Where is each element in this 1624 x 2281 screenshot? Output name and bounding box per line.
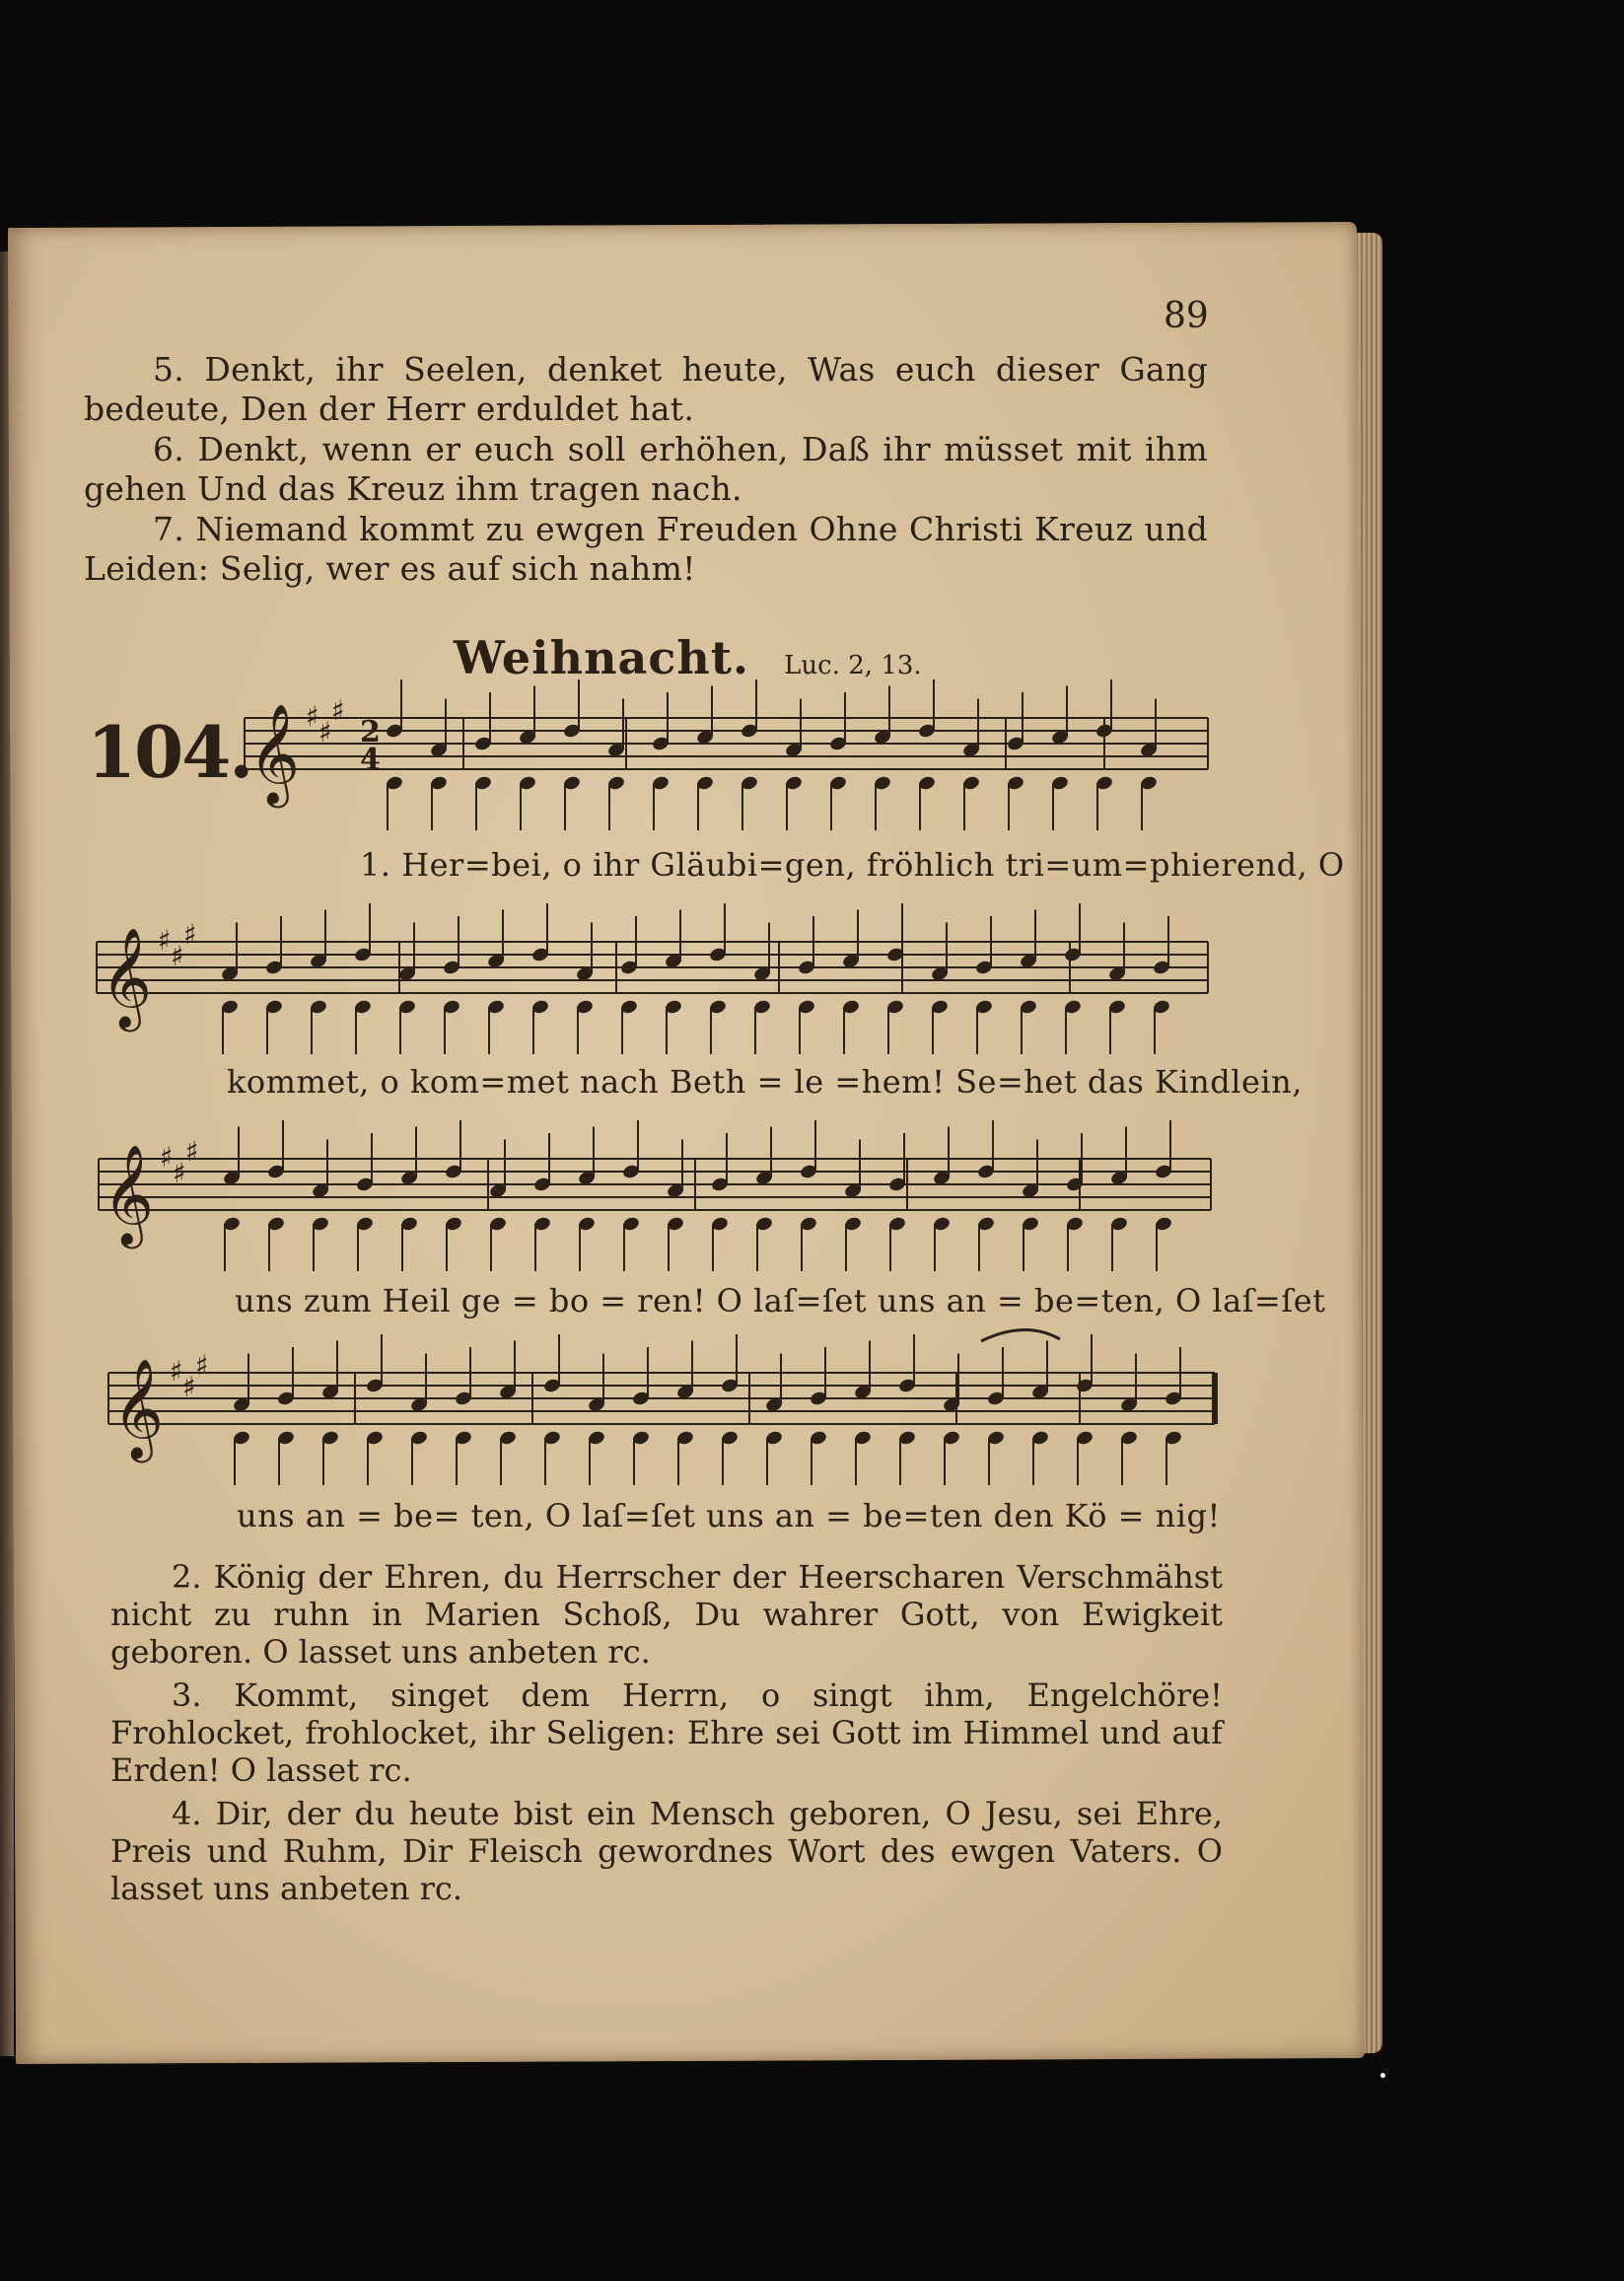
slur	[981, 1329, 1060, 1341]
verse-7: 7. Niemand kommt zu ewgen Freuden Ohne Christi Kreuz und Leiden: Selig, wer es auf sich nahm!	[84, 510, 1208, 588]
sharp-sign: ♯	[182, 1371, 196, 1403]
sharp-sign: ♯	[160, 1141, 174, 1174]
lyrics-line-1: 1. Her=bei, o ihr Gläubi=gen, fröhlich tri=um=phierend, O	[360, 846, 1345, 884]
verse-2: 2. König der Ehren, du Herrscher der Heerscharen Verschmähst nicht zu ruhn in Marien Schoß, Du wahrer Gott, von Ewigkeit geboren. O lasset uns anbeten rc.	[110, 1558, 1223, 1671]
sharp-sign: ♯	[195, 1349, 209, 1382]
hymn-verses	[110, 1558, 1223, 1913]
sharp-sign: ♯	[183, 918, 197, 951]
lyrics-line-4: uns an = be= ten, O laſ=ſet uns an = be=ten den Kö = nig!	[237, 1497, 1221, 1534]
treble-clef: 𝄞	[248, 702, 301, 804]
time-signature-bottom: 4	[360, 743, 381, 777]
scripture-reference: Luc. 2, 13.	[784, 651, 922, 680]
time-signature-top: 2	[360, 715, 381, 749]
verse-3: 3. Kommt, singet dem Herrn, o singt ihm, Engelchöre! Frohlocket, frohlocket, ihr Seligen: Ehre sei Gott im Himmel und auf Erden! O lasset rc.	[110, 1676, 1223, 1789]
lyrics-line-3: uns zum Heil ge = bo = ren! O laſ=ſet uns an = be=ten, O laſ=ſet	[235, 1282, 1326, 1319]
sharp-sign: ♯	[185, 1135, 199, 1168]
treble-clef: 𝄞	[101, 926, 153, 1028]
hymn-number: 104.	[87, 710, 252, 794]
sharp-sign: ♯	[173, 1157, 186, 1189]
verse-4: 4. Dir, der du heute bist ein Mensch geboren, O Jesu, sei Ehre, Preis und Ruhm, Dir Fleisch gewordnes Wort des ewgen Vaters. O lasset uns anbeten rc.	[110, 1795, 1223, 1907]
sharp-sign: ♯	[171, 940, 184, 972]
sharp-sign: ♯	[331, 694, 345, 727]
sharp-sign: ♯	[306, 700, 319, 733]
page-number: 89	[1164, 296, 1209, 336]
sharp-sign: ♯	[318, 716, 332, 748]
treble-clef: 𝄞	[112, 1357, 165, 1459]
treble-clef: 𝄞	[103, 1143, 155, 1245]
lyrics-line-2: kommet, o kom=met nach Beth = le =hem! Se=het das Kindlein,	[227, 1063, 1303, 1101]
verse-5: 5. Denkt, ihr Seelen, denket heute, Was euch dieser Gang bedeute, Den der Herr erduldet hat.	[84, 350, 1208, 428]
verse-6: 6. Denkt, wenn er euch soll erhöhen, Daß ihr müsset mit ihm gehen Und das Kreuz ihm tragen nach.	[84, 430, 1208, 508]
sharp-sign: ♯	[170, 1355, 183, 1388]
speck	[1380, 2073, 1385, 2078]
hymn-title: Weihnacht.	[454, 631, 750, 684]
sharp-sign: ♯	[158, 924, 172, 957]
